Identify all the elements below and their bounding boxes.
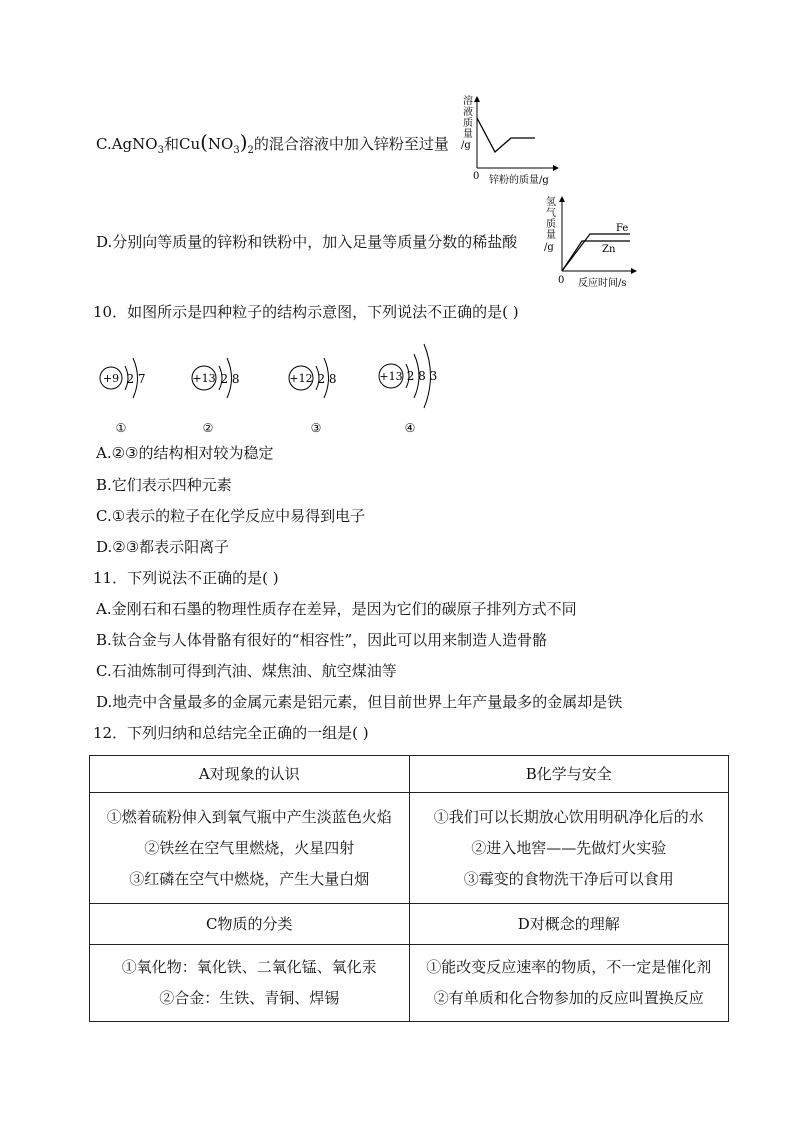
particle-4-label: ④	[404, 421, 416, 435]
cell-d-item-1: ①能改变反应速率的物质，不一定是催化剂	[426, 958, 712, 976]
cell-c-head: C物质的分类	[90, 904, 410, 945]
q9d-ylabel-3: 质	[546, 219, 556, 230]
q9c-agno: AgNO	[111, 135, 158, 153]
cell-b-item-1: ①我们可以长期放心饮用明矾净化后的水	[433, 807, 704, 826]
cell-b-head: B化学与安全	[409, 756, 729, 793]
particle-2-electrons: 2 8	[220, 372, 240, 386]
q9c-rest: 的混合溶液中加入锌粉至过量	[253, 135, 449, 153]
q9c-ylabel-1: 溶	[463, 96, 473, 107]
particle-2-label: ②	[202, 421, 214, 435]
q9c-y-arrow	[474, 96, 480, 102]
cell-b-item-2: ②进入地窖——先做灯火实验	[471, 838, 667, 857]
cell-b-item-3: ③霉变的食物洗干净后可以食用	[463, 869, 674, 888]
q9c-cu: Cu	[178, 135, 201, 153]
particle-1-charge: +9	[102, 372, 120, 385]
q9c-rparen: )	[239, 130, 248, 154]
q9d-curve-zn	[562, 241, 630, 271]
cell-d-head: D对概念的理解	[409, 904, 729, 945]
q9c-lparen: (	[200, 130, 208, 154]
q9d-label-fe: Fe	[616, 223, 629, 234]
q9d-y-arrow	[559, 196, 565, 202]
q9c-sub2: 3	[233, 145, 240, 156]
cell-d-item-2: ②有单质和化合物参加的反应叫置换反应	[433, 989, 704, 1007]
q10-option-a: A.②③的结构相对较为稳定	[96, 444, 274, 462]
particle-3-charge: +12	[289, 372, 313, 385]
particle-2	[192, 358, 240, 435]
q10-option-d: D.②③都表示阳离子	[96, 538, 230, 556]
q9d-ylabel-4: 量	[546, 230, 556, 241]
particle-1-electrons: 2 7	[126, 372, 146, 386]
q9c-ylabel-2: 液	[463, 107, 473, 118]
cell-a-head: A对现象的认识	[90, 756, 410, 793]
q9d-ylabel-1: 氢	[546, 197, 556, 208]
particle-4	[379, 344, 437, 435]
q9c-ylabel-4: 量	[463, 129, 473, 140]
table-row	[90, 904, 729, 945]
cell-c-item-2: ②合金：生铁、青铜、焊锡	[159, 989, 340, 1007]
q9d-origin: 0	[558, 275, 565, 286]
table-row	[90, 945, 729, 1022]
q11-option-a: A.金刚石和石墨的物理性质存在差异，是因为它们的碳原子排列方式不同	[96, 600, 577, 618]
cell-a-item-2: ②铁丝在空气里燃烧，火星四射	[144, 838, 355, 857]
q9c-and: 和	[163, 135, 179, 153]
q9d-graph	[540, 194, 645, 292]
q9-option-c	[96, 132, 449, 157]
particle-diagrams	[94, 340, 464, 440]
particle-3-label: ③	[310, 421, 322, 435]
q9c-origin: 0	[473, 171, 480, 182]
q9d-xlabel: 反应时间/s	[578, 278, 627, 289]
cell-a-item-3: ③红磷在空气中燃烧，产生大量白烟	[129, 869, 370, 888]
q9c-ylabel-3: 质	[463, 118, 473, 129]
q10-stem: 10．如图所示是四种粒子的结构示意图，下列说法不正确的是( )	[93, 303, 519, 321]
q9c-prefix: C.	[96, 135, 112, 153]
particle-3-electrons: 2 8	[317, 372, 337, 386]
cell-d-items	[409, 945, 729, 1022]
q9c-no: NO	[207, 135, 234, 153]
q9c-graph	[455, 94, 565, 190]
q12-stem: 12．下列归纳和总结完全正确的一组是( )	[93, 724, 369, 742]
particle-1	[100, 358, 146, 435]
q9d-x-arrow	[631, 268, 637, 274]
q11-option-b: B.钛合金与人体骨骼有很好的“相容性”，因此可以用来制造人造骨骼	[96, 631, 548, 649]
q9d-ylabel-5: /g	[544, 242, 554, 253]
q11-stem: 11．下列说法不正确的是( )	[93, 569, 279, 587]
cell-c-item-1: ①氧化物：氧化铁、二氧化锰、氧化汞	[121, 958, 377, 976]
q10-option-b: B.它们表示四种元素	[96, 476, 232, 494]
q9d-ylabel-2: 气	[546, 208, 556, 219]
particle-1-label: ①	[115, 421, 127, 435]
q9c-sub1: 3	[157, 145, 164, 156]
particle-3	[289, 358, 337, 435]
particle-2-charge: +13	[192, 372, 216, 385]
particle-4-charge: +13	[379, 370, 403, 383]
cell-a-items	[90, 793, 410, 904]
q12-table	[89, 755, 729, 1022]
q9d-curve-fe	[562, 234, 630, 271]
q11-option-c: C.石油炼制可得到汽油、煤焦油、航空煤油等	[96, 662, 397, 680]
cell-c-items	[90, 945, 410, 1022]
table-row	[90, 793, 729, 904]
q11-option-d: D.地壳中含量最多的金属元素是铝元素，但目前世界上年产量最多的金属却是铁	[96, 693, 623, 711]
q9c-ylabel-5: /g	[461, 140, 471, 151]
q9c-xlabel: 锌粉的质量/g	[489, 175, 549, 186]
q9c-sub3: 2	[247, 145, 254, 156]
q9-option-d: D.分别向等质量的锌粉和铁粉中，加入足量等质量分数的稀盐酸	[96, 233, 518, 251]
table-row	[90, 756, 729, 793]
cell-a-item-1: ①燃着硫粉伸入到氧气瓶中产生淡蓝色火焰	[106, 807, 392, 826]
cell-b-items	[409, 793, 729, 904]
q10-option-c: C.①表示的粒子在化学反应中易得到电子	[96, 507, 366, 525]
particle-4-electrons: 2 8 3	[406, 369, 438, 383]
q9c-curve	[477, 118, 535, 152]
q9c-x-arrow	[553, 165, 559, 171]
q9d-label-zn: Zn	[602, 244, 616, 255]
